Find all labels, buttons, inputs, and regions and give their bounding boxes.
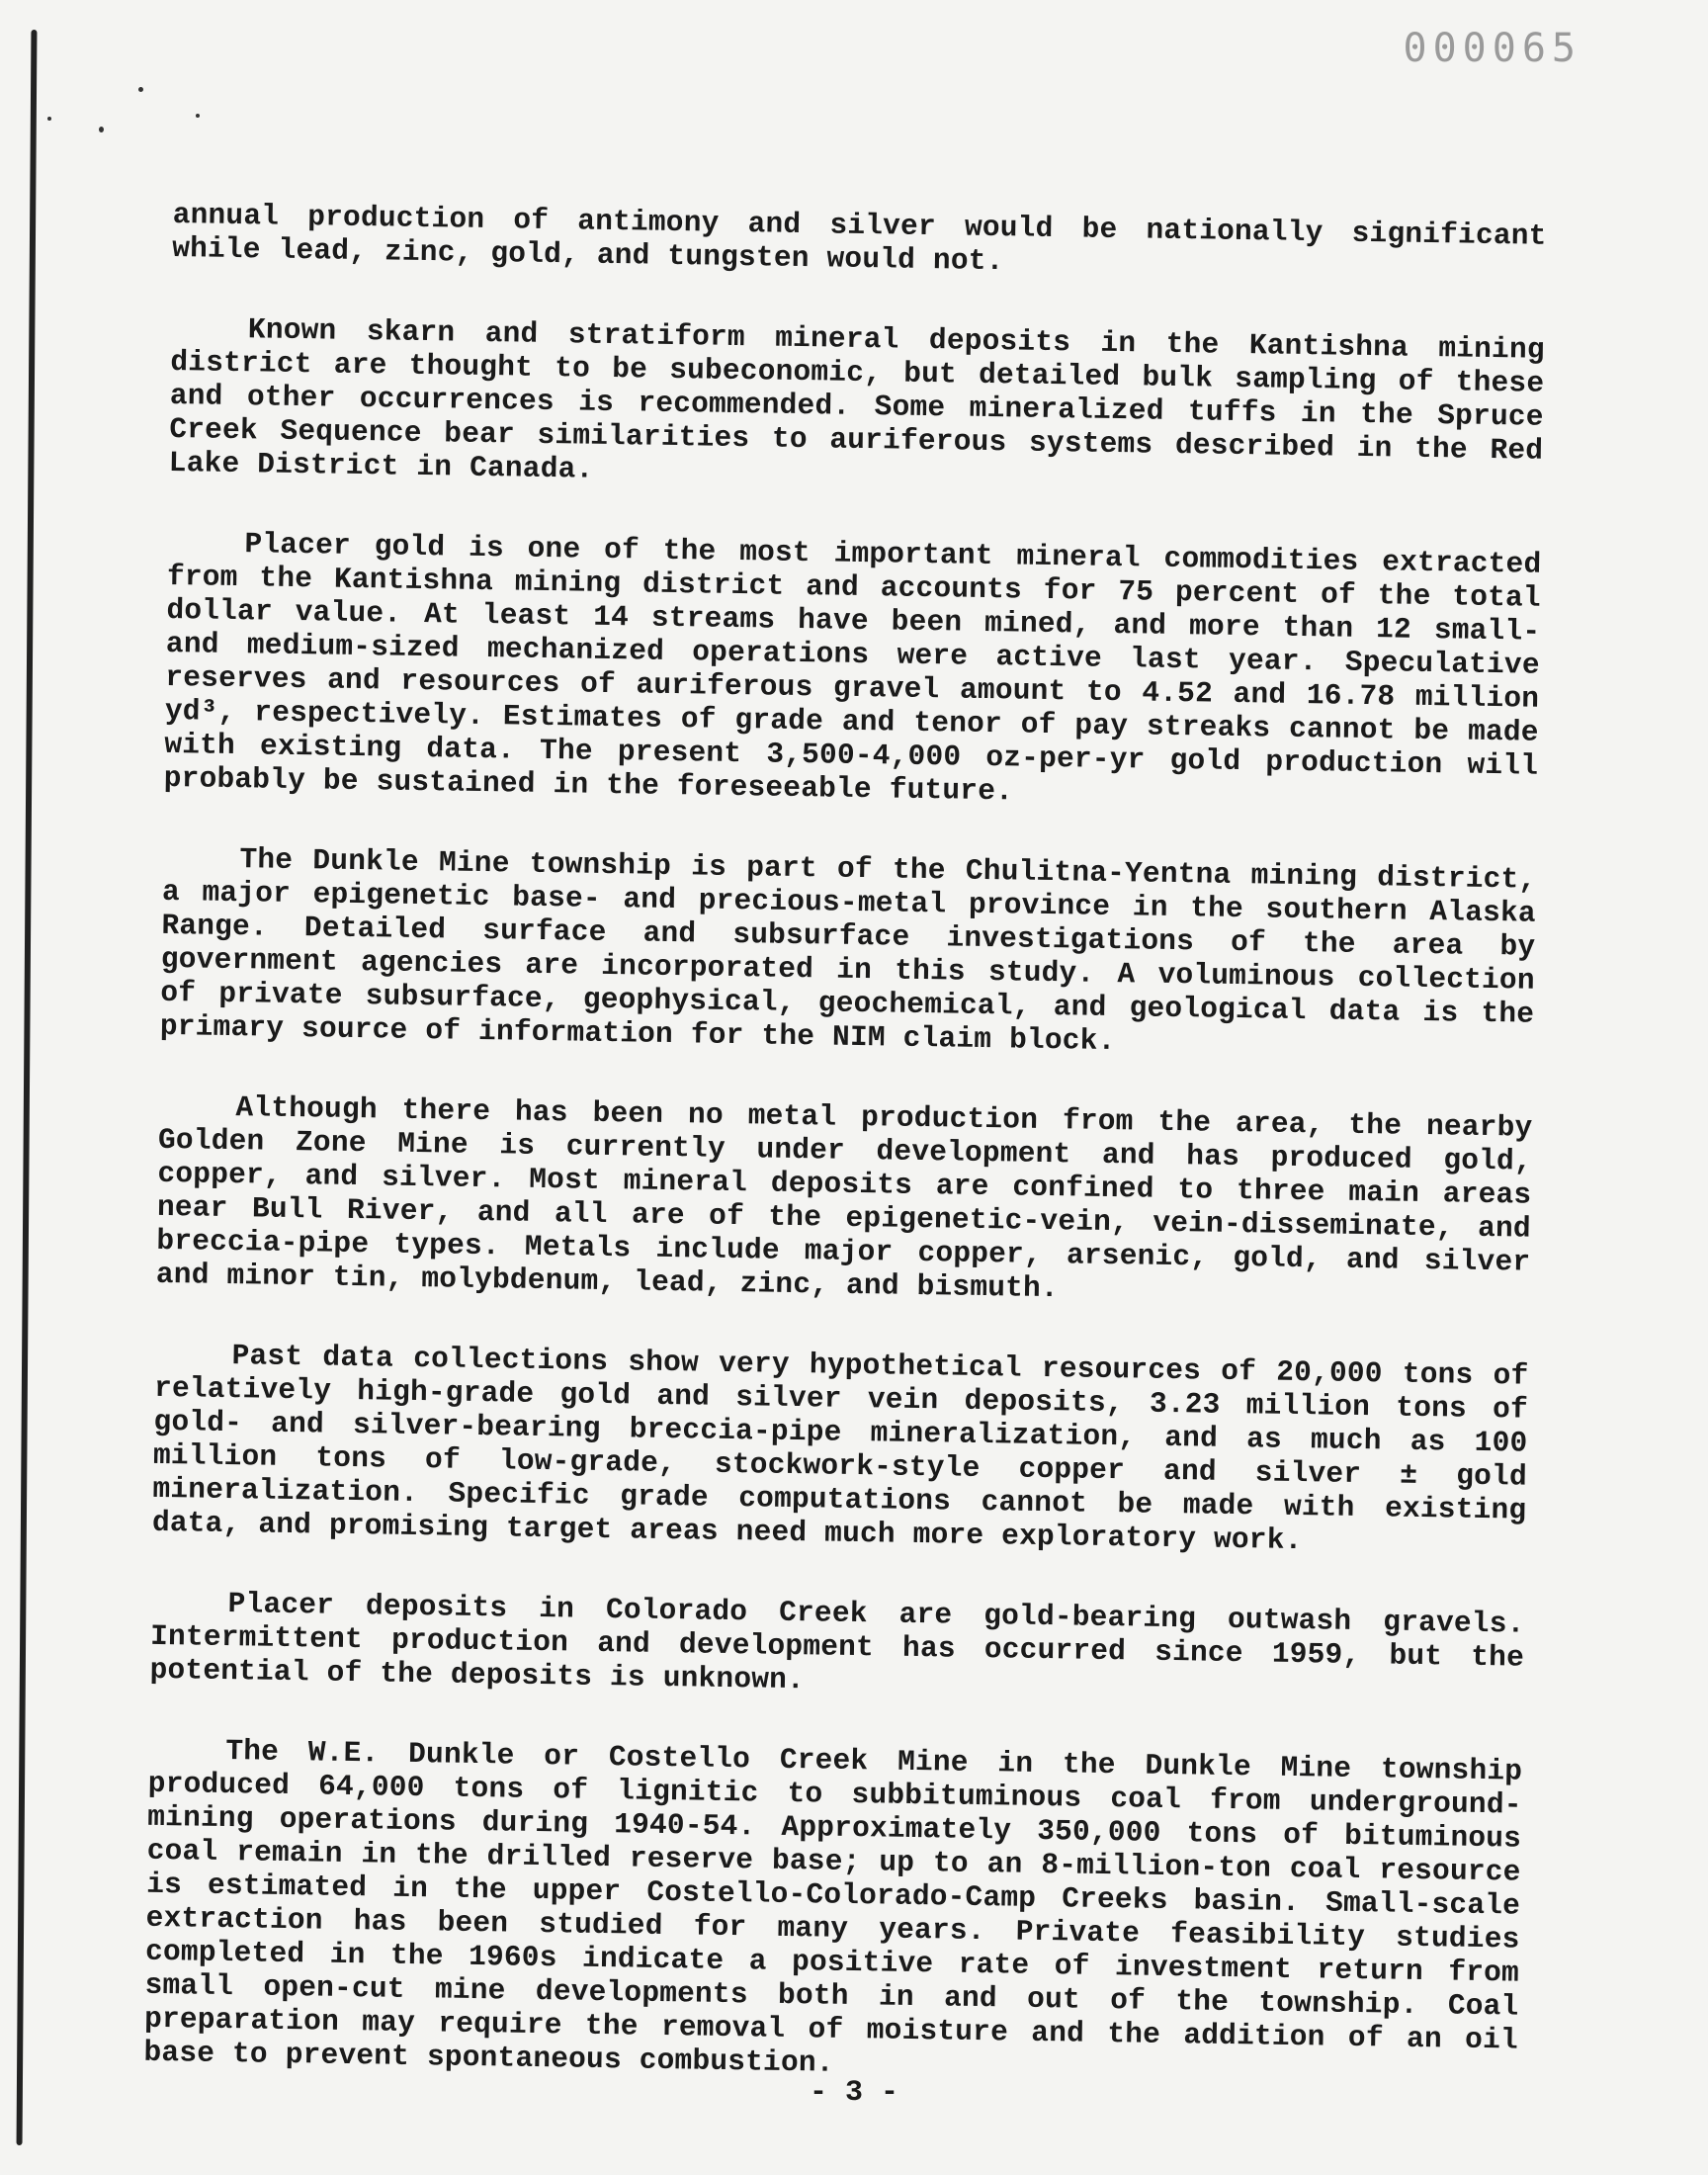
paragraph-4: The Dunkle Mine township is part of the Chulitna-Yentna mining district, a major epigenetic base- and precious-metal province in the southern Alaska Range. Detailed surface and subsurface investigations of the area by government agencies are incorporated in this study. A voluminous collection of private subsurface, geophysical, geochemical, and geological data is the primary source of information for the NIM claim block. <box>159 842 1537 1059</box>
page-number: - 3 - <box>809 2076 898 2110</box>
scan-speck <box>138 87 143 92</box>
paragraph-3: Placer gold is one of the most important mineral commodities extracted from the Kantishna mining district and accounts for 75 percent of the total dollar value. At least 14 streams have been mined, and more than 12 small- and medium-sized mechanized operations were active last year. Speculative reserves and resources of auriferous gravel amount to 4.52 and 16.78 million yd³, respectively. Estimates of grade and tenor of pay streaks cannot be made with existing data. The present 3,500-4,000 oz-per-yr gold production will probably be sustained in the foreseeable future. <box>163 527 1542 809</box>
paragraph-2: Known skarn and stratiform mineral deposits in the Kantishna mining district are thought to be subeconomic, but detailed bulk sampling of these and other occurrences is recommended. Some mineralized tuffs in the Spruce Creek Sequence bear similarities to auriferous systems described in the Red Lake District in Canada. <box>168 312 1546 486</box>
scan-speck <box>99 127 104 132</box>
paragraph-5: Although there has been no metal production from the area, the nearby Golden Zone Mine is currently under development and has produced gold, copper, and silver. Most mineral deposits are confined to three main areas near Bull River, and all are of the epigenetic-vein, vein-disseminate, and breccia-pipe types. Metals include major copper, arsenic, gold, and silver and minor tin, molybdenum, lead, zinc, and bismuth. <box>155 1090 1533 1306</box>
paragraph-6: Past data collections show very hypothetical resources of 20,000 tons of relatively high-grade gold and silver vein deposits, 3.23 million tons of gold- and silver-bearing breccia-pipe mineralization, and as much as 100 million tons of low-grade, stockwork-style copper and silver ± gold mineralization. Specific grade computations cannot be made with existing data, and promising target areas need much more exploratory work. <box>151 1339 1529 1558</box>
scan-speck <box>196 114 200 118</box>
paragraph-7: Placer deposits in Colorado Creek are gold-bearing outwash gravels. Intermittent production and development has occurred since 1959, but the potential of the deposits is unknown. <box>149 1587 1525 1697</box>
paragraph-8: The W.E. Dunkle or Costello Creek Mine in the Dunkle Mine township produced 64,000 tons of lignitic to subbituminous coal from underground-mining operations during 1940-54. Approximately 350,000 tons of bituminous coal remain in the drilled reserve base; up to an 8-million-ton coal resource is estimated in the upper Costello-Colorado-Camp Creeks basin. Small-scale extraction has been studied for many years. Private feasibility studies completed in the 1960s indicate a positive rate of investment return from small open-cut mine developments both in and out of the township. Coal preparation may require the removal of moisture and the addition of an oil base to prevent spontaneous combustion. <box>143 1734 1523 2080</box>
scan-speck <box>47 117 51 121</box>
body-text <box>143 198 1547 2137</box>
document-number: 000065 <box>1403 26 1581 71</box>
paragraph-1: annual production of antimony and silver would be nationally significant while lead, zinc, gold, and tungsten would not. <box>171 198 1547 279</box>
scan-edge-shadow <box>17 30 38 2145</box>
